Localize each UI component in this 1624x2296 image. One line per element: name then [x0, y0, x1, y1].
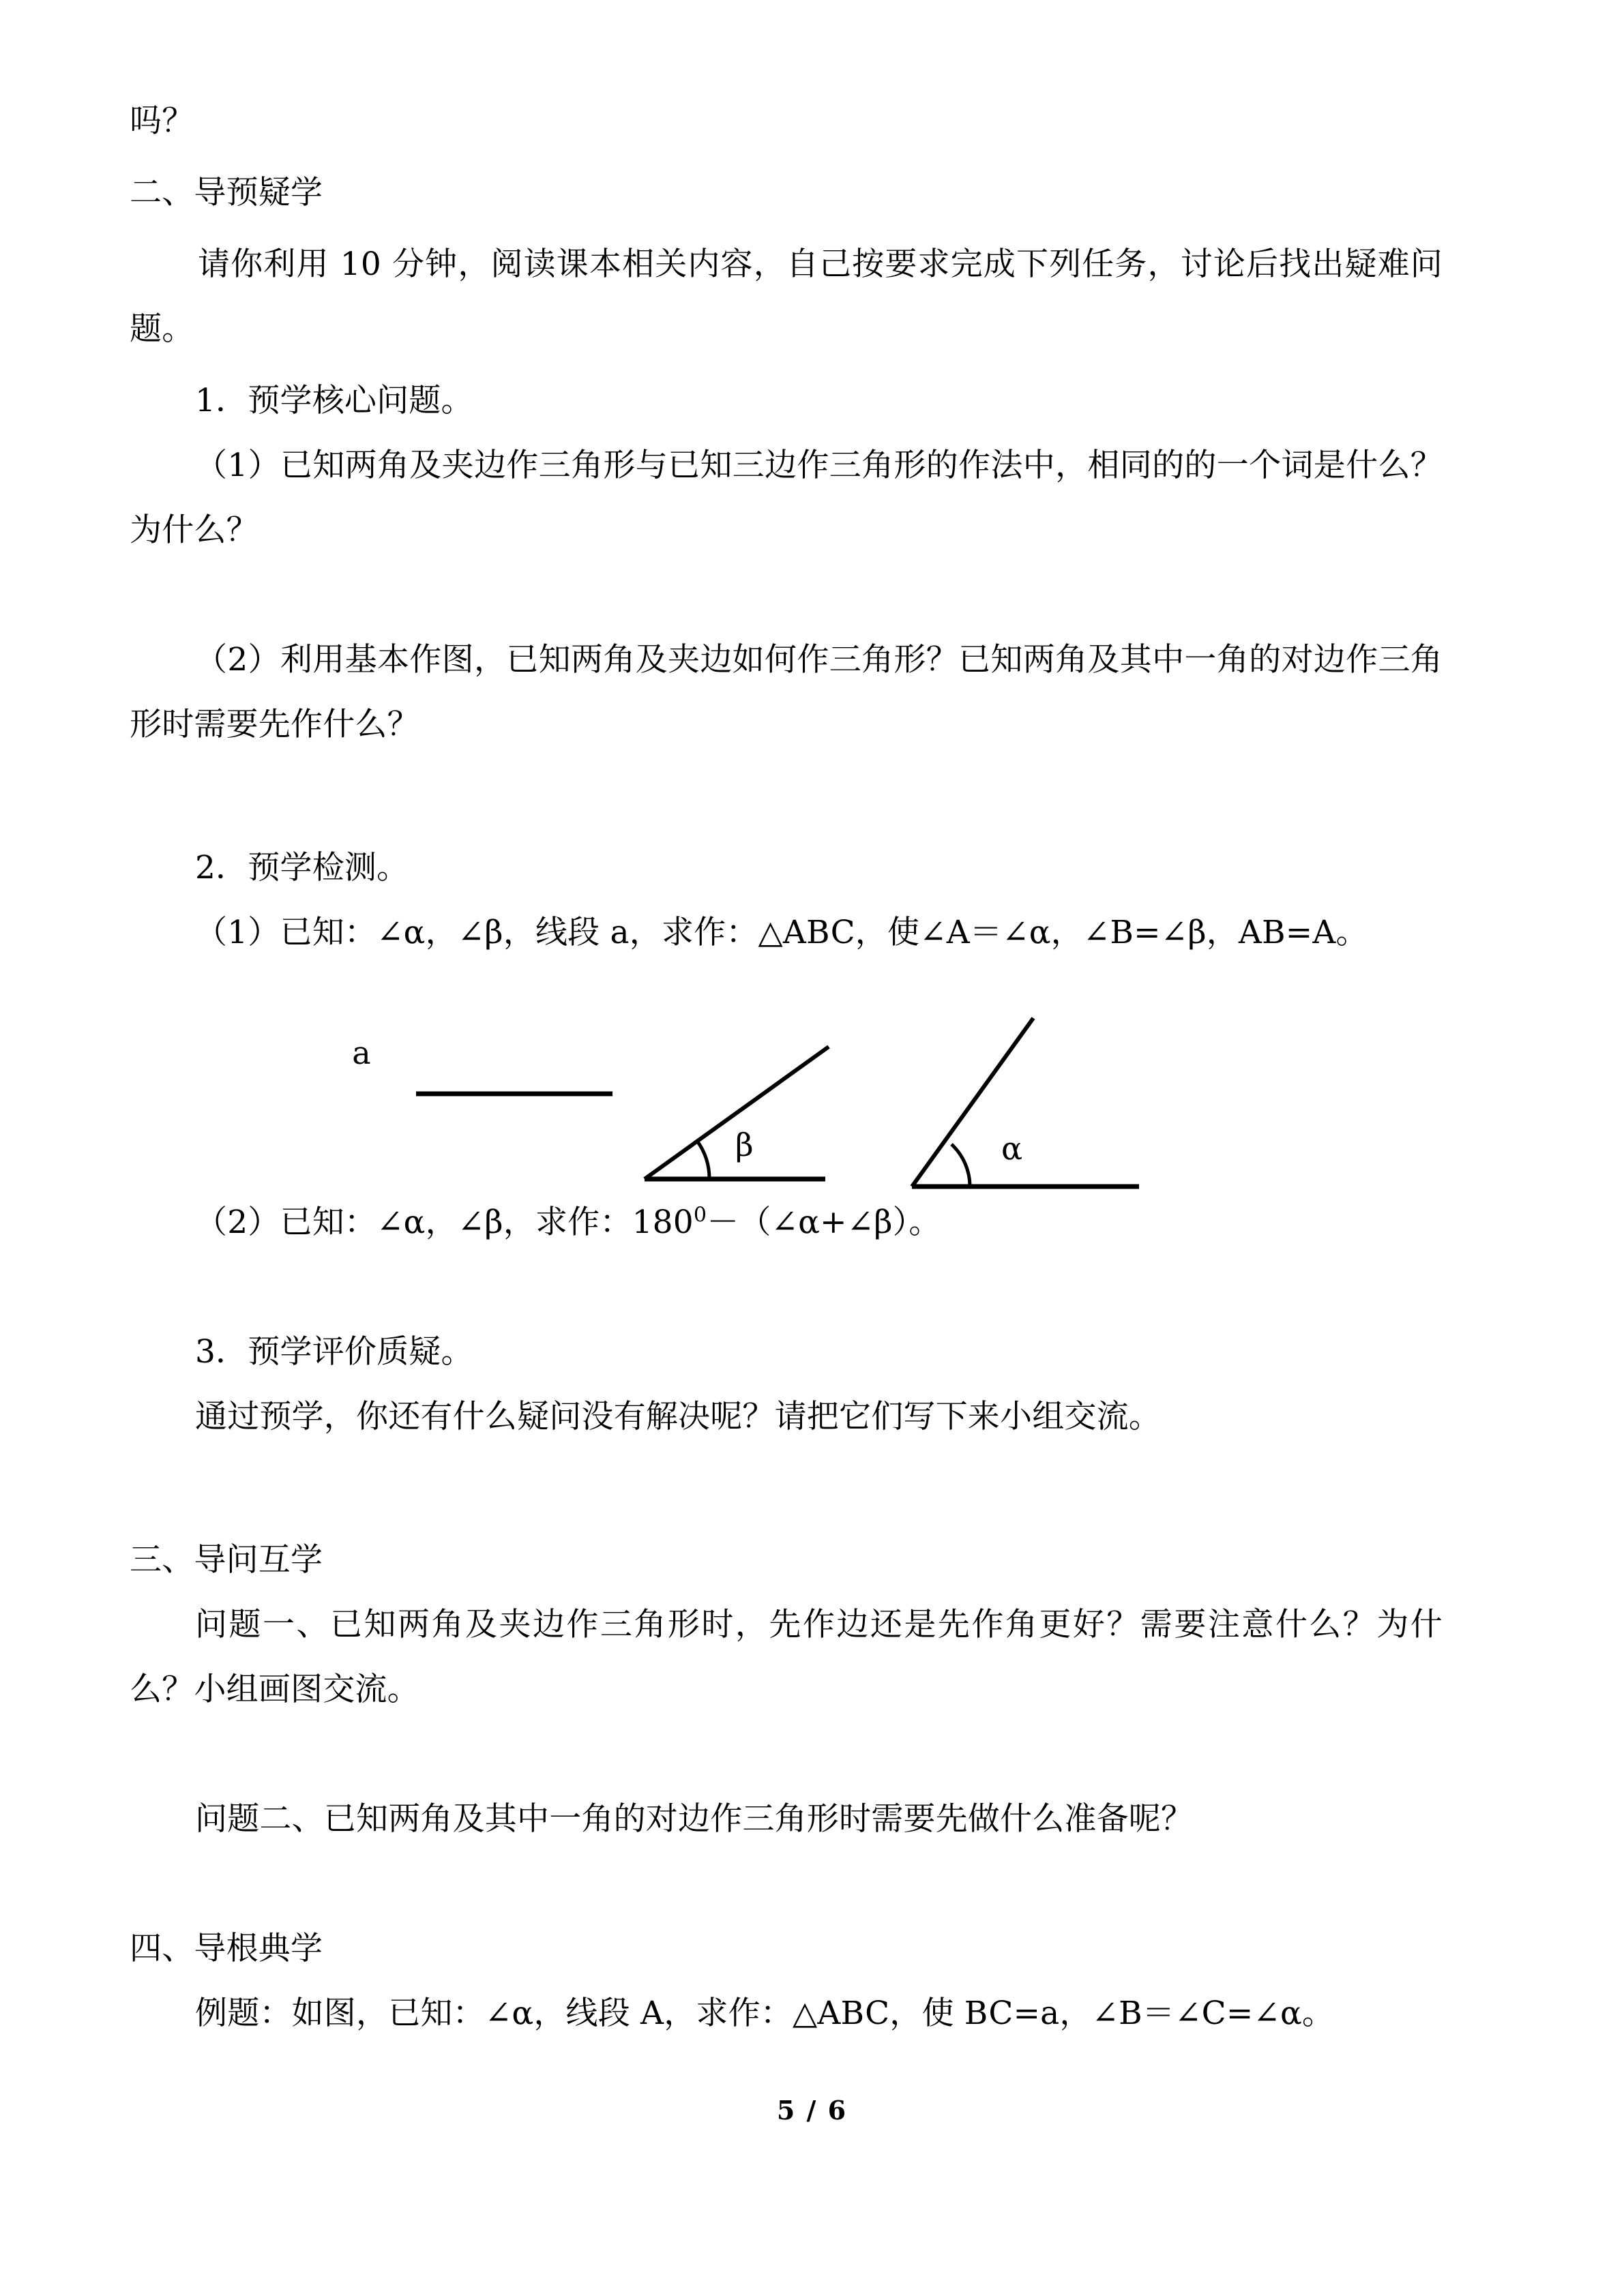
beta-label: β — [735, 1127, 754, 1163]
item-2-question-2-prefix: （2）已知：∠α，∠β，求作：180 — [195, 1204, 694, 1241]
item-2-heading: 2．预学检测。 — [195, 849, 409, 886]
item-1-heading: 1．预学核心问题。 — [195, 382, 473, 419]
item-2-question-2-superscript: 0 — [693, 1203, 707, 1227]
construction-figure — [130, 965, 1443, 1190]
section-heading-four: 四、导根典学 — [130, 1930, 323, 1967]
item-1-question-2: （2）利用基本作图，已知两角及夹边如何作三角形？已知两角及其中一角的对边作三角形时需要先作什么？ — [130, 641, 1443, 743]
item-1-question-1: （1）已知两角及夹边作三角形与已知三边作三角形的作法中，相同的的一个词是什么？为什么？ — [130, 447, 1443, 549]
section-heading-three: 三、导问互学 — [130, 1541, 323, 1579]
section-three-question-1: 问题一、已知两角及夹边作三角形时，先作边还是先作角更好？需要注意什么？为什么？小组画图交流。 — [130, 1606, 1443, 1708]
section-two-intro: 请你利用 10 分钟，阅读课本相关内容，自己按要求完成下列任务，讨论后找出疑难问题。 — [130, 245, 1443, 348]
alpha-label: α — [1001, 1130, 1023, 1167]
section-four-example: 例题：如图，已知：∠α，线段 A，求作：△ABC，使 BC=a，∠B＝∠C=∠α。 — [195, 1995, 1335, 2032]
section-three-question-2: 问题二、已知两角及其中一角的对边作三角形时需要先做什么准备呢？ — [195, 1800, 1194, 1838]
page-content — [130, 0, 1443, 2046]
beta-arc — [697, 1141, 709, 1179]
section-heading-two: 二、导预疑学 — [130, 174, 323, 211]
carryover-line: 吗？ — [130, 102, 194, 140]
segment-a-label: a — [352, 1034, 371, 1071]
construction-figure-svg — [130, 965, 1443, 1190]
item-2-question-2-suffix: －（∠α+∠β）。 — [707, 1204, 941, 1241]
item-3-heading: 3．预学评价质疑。 — [195, 1333, 473, 1371]
page-number-footer: 5 / 6 — [776, 2095, 848, 2126]
item-2-question-1: （1）已知：∠α，∠β，线段 a，求作：△ABC，使∠A＝∠α，∠B=∠β，AB=A。 — [195, 914, 1368, 951]
alpha-arc — [951, 1144, 970, 1187]
item-3-text: 通过预学，你还有什么疑问没有解决呢？请把它们写下来小组交流。 — [195, 1398, 1161, 1435]
item-2-question-2 — [130, 1190, 1443, 1255]
